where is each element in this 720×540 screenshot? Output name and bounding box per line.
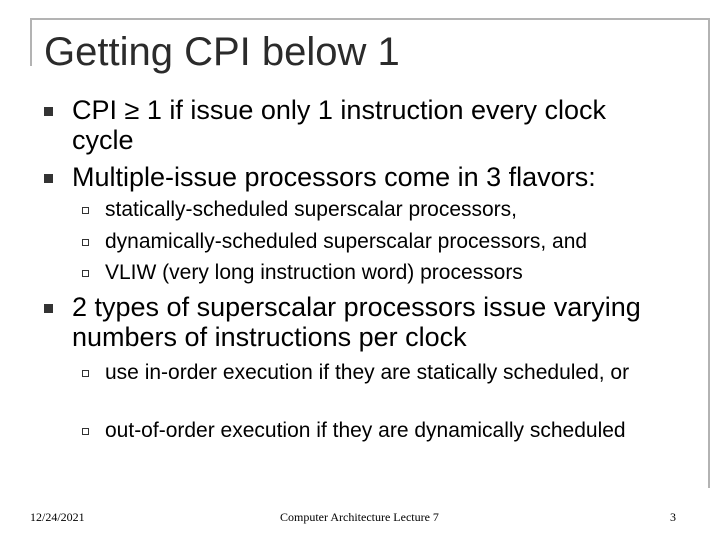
square-bullet-icon [44,107,53,116]
square-bullet-icon [44,174,53,183]
sub-bullet-item [105,360,680,386]
bullet-item [72,162,672,192]
sub-bullet-item [105,197,680,223]
slide-frame-right [708,18,710,488]
bullet-item [72,95,672,155]
hollow-square-bullet-icon [82,370,89,377]
footer-page-number: 3 [670,510,676,524]
hollow-square-bullet-icon [82,270,89,277]
slide-frame-left [30,18,32,66]
sub-bullet-text: dynamically-scheduled superscalar processors, and [105,230,588,253]
hollow-square-bullet-icon [82,207,89,214]
sub-bullet-text: use in-order execution if they are statically scheduled, or [105,361,630,384]
sub-bullet-item [105,229,680,255]
sub-bullet-text: out-of-order execution if they are dynamically scheduled [105,419,626,442]
hollow-square-bullet-icon [82,428,89,435]
hollow-square-bullet-icon [82,239,89,246]
bullet-text: CPI ≥ 1 if issue only 1 instruction every clock cycle [72,95,607,155]
bullet-text: Multiple-issue processors come in 3 flavors: [72,162,596,192]
footer-date: 12/24/2021 [30,510,85,524]
square-bullet-icon [44,304,53,313]
sub-bullet-item [105,260,680,286]
bullet-item [72,292,672,352]
sub-bullet-text: statically-scheduled superscalar processors, [105,198,518,221]
slide-frame-top [30,18,710,20]
bullet-text: 2 types of superscalar processors issue varying numbers of instructions per clock [72,292,641,352]
footer-course: Computer Architecture Lecture 7 [280,510,439,524]
slide-title: Getting CPI below 1 [44,30,400,74]
sub-bullet-text: VLIW (very long instruction word) processors [105,261,523,284]
sub-bullet-item [105,418,680,444]
